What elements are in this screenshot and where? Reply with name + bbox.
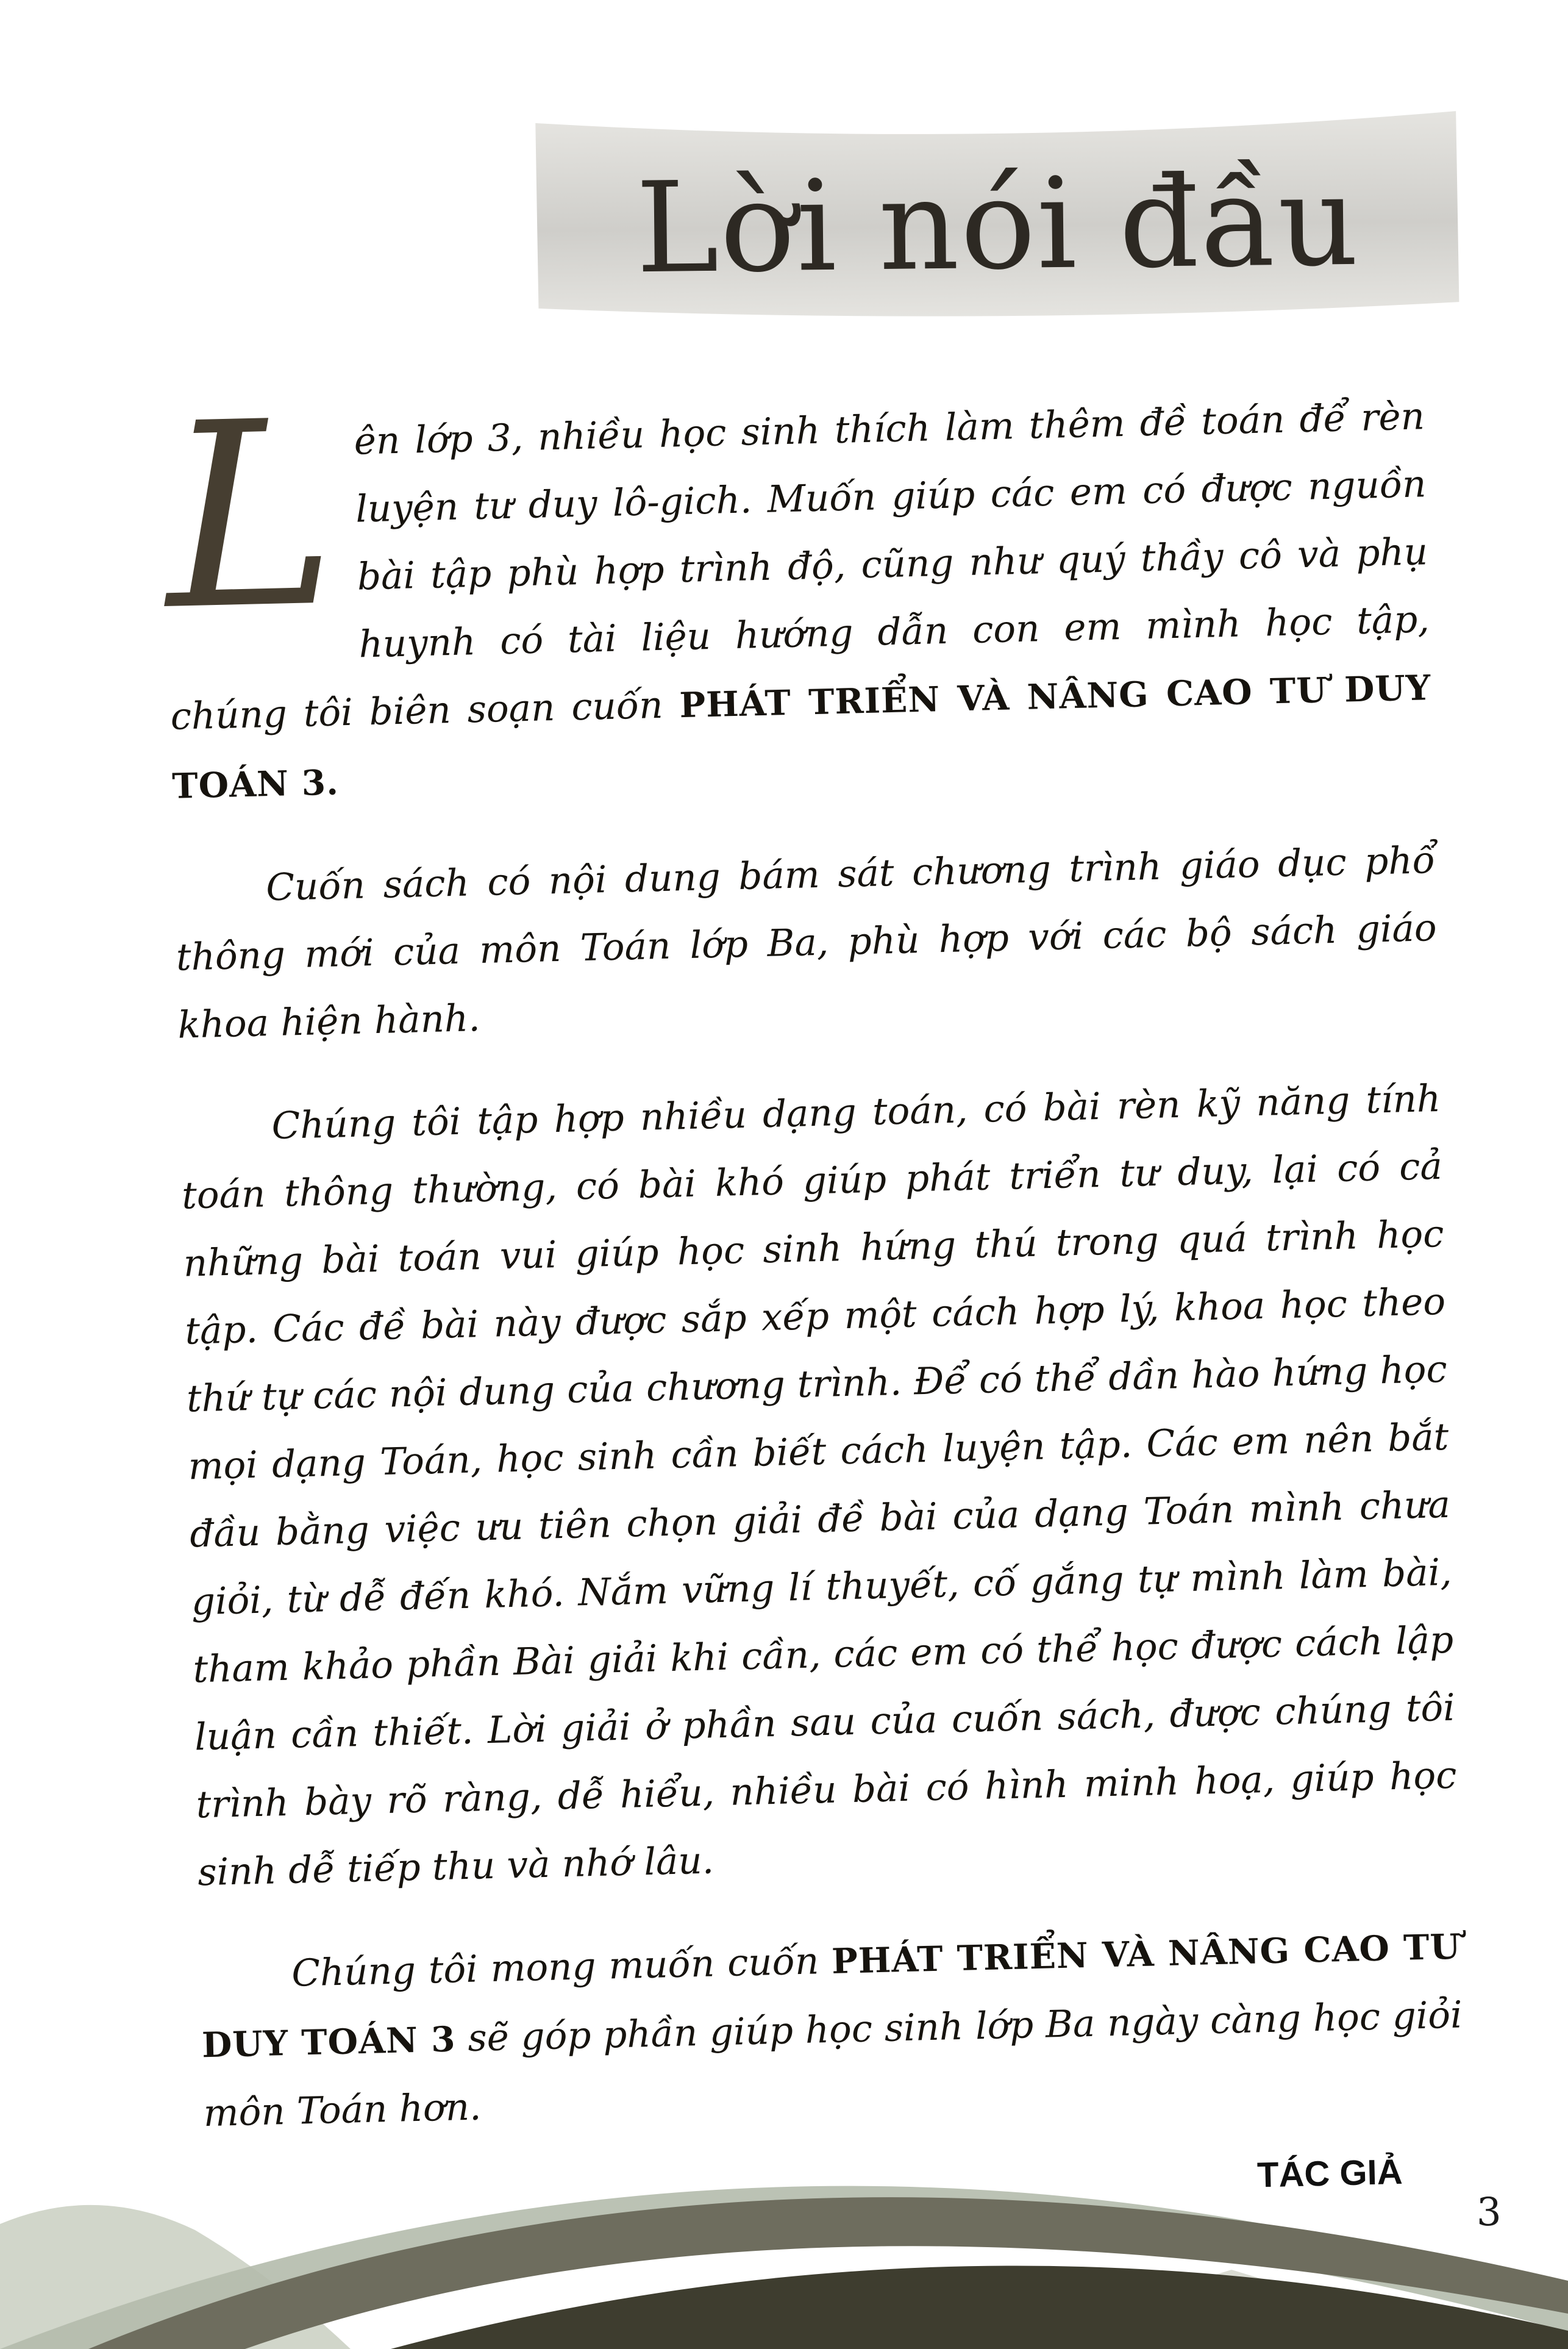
body-text-run: Chúng tôi tập hợp nhiều dạng toán, có bài rèn kỹ năng tính toán thông thường, có bài khó giúp phát triển tư duy, lại có cả những bài toán vui giúp học sinh hứng thú trong quá trình học tập. Các đề bài này được sắp xếp một cách hợp lý, khoa học theo thứ tự các nội dung của chương trình. Để có thể dần hào hứng học mọi dạng Toán, học sinh cần biết cách luyện tập. Các em nên bắt đầu bằng việc ưu tiên chọn giải đề bài của dạng Toán mình chưa giỏi, từ dễ đến khó. Nắm vững lí thuyết, cố gắng tự mình làm bài, tham khảo phần Bài giải khi cần, các em có thể học được cách lập luận cần thiết. Lời giải ở phần sau của cuốn sách, được chúng tôi trình bày rõ ràng, dễ hiểu, nhiều bài có hình minh hoạ, giúp học sinh dễ tiếp thu và nhớ lâu. — [181, 1076, 1458, 1895]
body-text-run: ên lớp 3, nhiều học sinh thích làm thêm đề toán để rèn luyện tư duy lô-gich. Muốn giúp các em có được nguồn bài tập phù hợp trình độ, cũng như quý thầy cô và phụ huynh có tài liệu hướng dẫn con em mình học tập, chúng tôi biên soạn cuốn — [169, 395, 1430, 738]
page-title: Lời nói đầu — [635, 148, 1361, 302]
page-number: 3 — [1477, 2190, 1502, 2235]
body-text-run: Chúng tôi mong muốn cuốn — [291, 1939, 832, 1995]
drop-cap: L — [162, 365, 339, 667]
author-signature: TÁC GIẢ — [1256, 2151, 1403, 2195]
paragraph — [179, 1065, 1459, 1906]
preface-body — [162, 365, 1464, 2147]
paragraph — [199, 1912, 1464, 2148]
book-title-emphasis: PHÁT TRIỂN VÀ NÂNG CAO TƯ DUY TOÁN 3. — [171, 668, 1432, 807]
title-banner — [534, 110, 1461, 334]
paragraph — [162, 365, 1433, 821]
preface-content — [162, 365, 1466, 2218]
paragraph — [174, 826, 1439, 1059]
footer-decoration — [0, 2148, 1568, 2349]
body-text-run: Cuốn sách có nội dung bám sát chương trình giáo dục phổ thông mới của môn Toán lớp Ba, phù hợp với các bộ sách giáo khoa hiện hành. — [176, 838, 1438, 1047]
book-title-emphasis: PHÁT TRIỂN VÀ NÂNG CAO TƯ DUY TOÁN 3 — [201, 1926, 1461, 2066]
body-text-run: sẽ góp phần giúp học sinh lớp Ba ngày càng học giỏi môn Toán hơn. — [202, 1993, 1463, 2136]
